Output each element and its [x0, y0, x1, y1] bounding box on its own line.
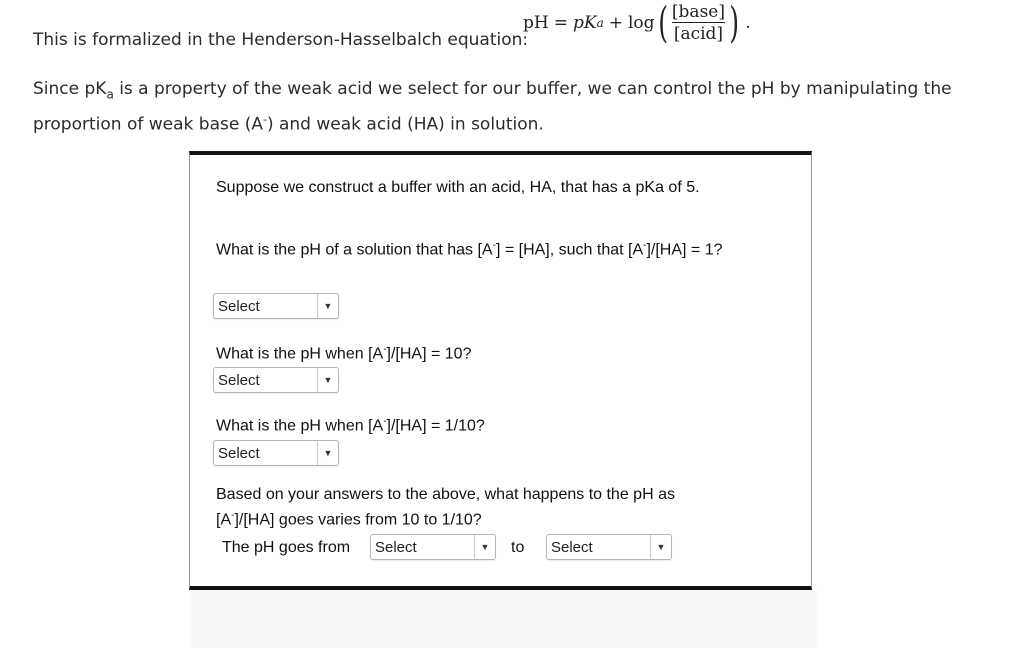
question-1: What is the pH of a solution that has [A-] = [HA], such that [A-]/[HA] = 1?	[216, 240, 723, 259]
q1-ph-dropdown[interactable]	[213, 293, 339, 319]
q3-dropdown-value: Select	[218, 444, 260, 462]
chevron-down-icon: ▼	[317, 368, 338, 392]
question-4: Based on your answers to the above, what happens to the pH as [A-]/[HA] goes varies from 10 to 1/10?	[216, 486, 675, 529]
intro-line: This is formalized in the Henderson-Hasselbalch equation:	[33, 30, 529, 50]
henderson-hasselbalch-equation	[523, 0, 751, 46]
sentence-to: to	[511, 539, 525, 556]
q2-ph-dropdown[interactable]	[213, 367, 339, 393]
eq-plus: +	[608, 13, 623, 33]
q2-dropdown-value: Select	[218, 371, 260, 389]
eq-log: log	[627, 13, 655, 33]
chevron-down-icon: ▼	[317, 441, 338, 465]
eq-numerator: [base]	[671, 1, 725, 22]
eq-period: .	[745, 13, 751, 33]
eq-fraction	[670, 3, 727, 44]
lower-background	[190, 590, 818, 648]
eq-left-paren: (	[657, 0, 668, 47]
eq-right-paren: )	[729, 0, 740, 47]
question-2: What is the pH when [A-]/[HA] = 10?	[216, 344, 472, 363]
chevron-down-icon: ▼	[474, 535, 495, 559]
from-dropdown-value: Select	[375, 538, 417, 556]
to-dropdown-value: Select	[551, 538, 593, 556]
question-3: What is the pH when [A-]/[HA] = 1/10?	[216, 416, 485, 435]
question-box	[189, 151, 812, 590]
explanation-paragraph: Since $pK_a$ is a property of the weak acid we select for our buffer, we can control the pH by manipulating the proportion of weak base (A-) and weak acid (HA) in solution.	[33, 79, 952, 136]
ph-to-dropdown[interactable]	[546, 534, 672, 560]
eq-equals: =	[553, 13, 568, 33]
chevron-down-icon: ▼	[650, 535, 671, 559]
chevron-down-icon: ▼	[317, 294, 338, 318]
sentence-prefix: The pH goes from	[222, 539, 351, 556]
eq-p: p	[572, 13, 584, 33]
question-intro: Suppose we construct a buffer with an acid, HA, that has a pKa of 5.	[216, 179, 700, 196]
q1-dropdown-value: Select	[218, 297, 260, 315]
eq-k: K	[583, 13, 597, 33]
ph-from-dropdown[interactable]	[370, 534, 496, 560]
eq-lhs: pH	[523, 13, 549, 33]
eq-a: a	[596, 16, 604, 30]
eq-denominator: [acid]	[673, 23, 724, 44]
q3-ph-dropdown[interactable]	[213, 440, 339, 466]
